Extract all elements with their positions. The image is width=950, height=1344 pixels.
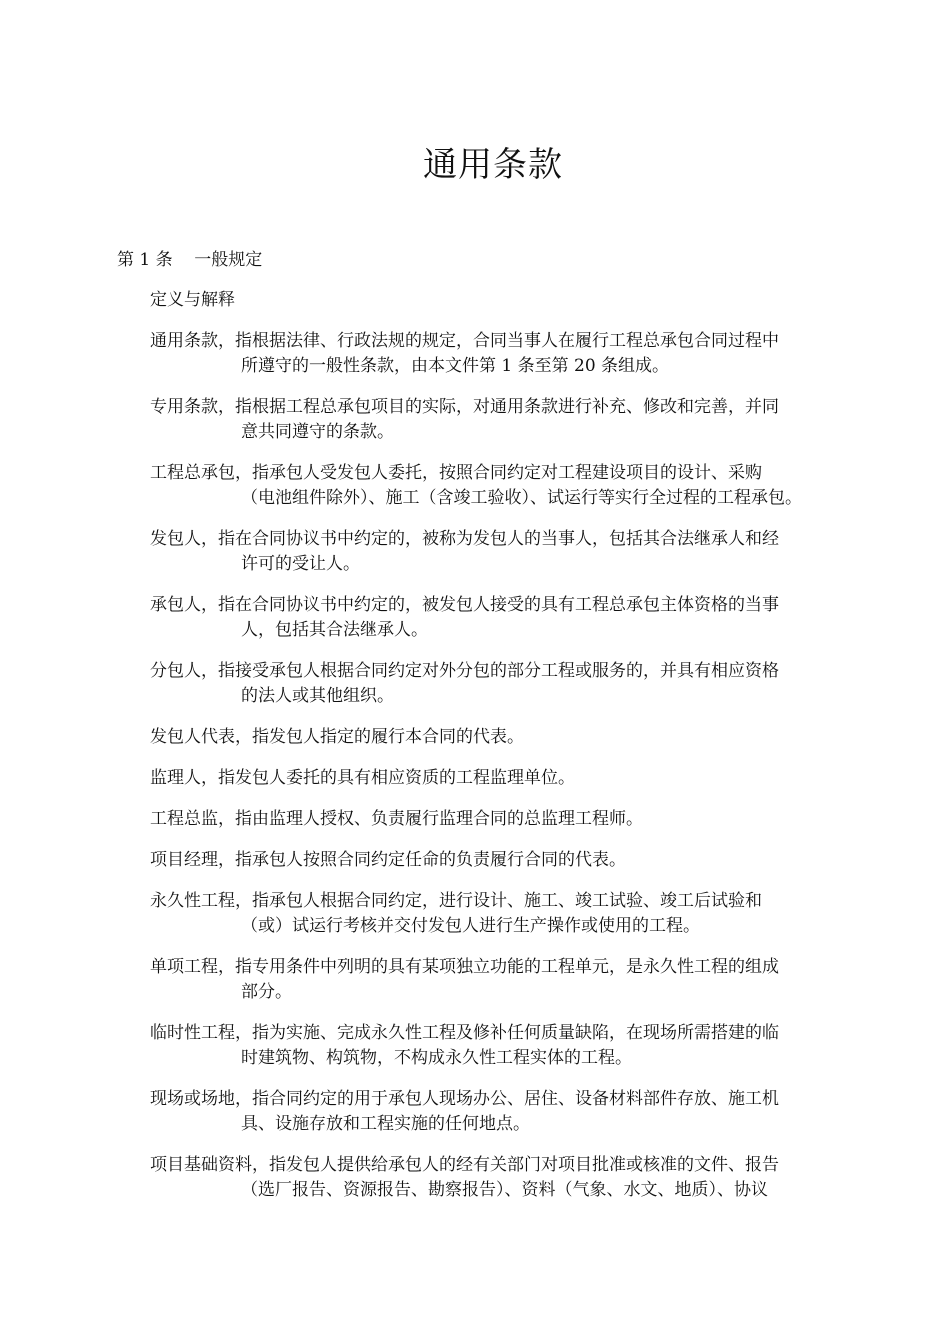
chapter-heading: 第 1 条 一般规定 bbox=[117, 250, 263, 270]
definition-contractor bbox=[150, 593, 875, 659]
definition-line-continued: 的法人或其他组织。 bbox=[241, 686, 394, 706]
definition-line-continued: 部分。 bbox=[241, 982, 292, 1002]
definition-line-continued: 许可的受让人。 bbox=[241, 554, 360, 574]
definition-general-contracting bbox=[150, 461, 875, 527]
definition-line: 承包人，指在合同协议书中约定的，被发包人接受的具有工程总承包主体资格的当事 bbox=[150, 595, 779, 615]
definition-employer bbox=[150, 527, 875, 593]
definition-line-continued: （选厂报告、资源报告、勘察报告）、资料（气象、水文、地质）、协议 bbox=[241, 1180, 768, 1200]
definition-line-continued: 所遵守的一般性条款，由本文件第 1 条至第 20 条组成。 bbox=[241, 356, 670, 376]
definition-temporary-works bbox=[150, 1021, 875, 1087]
definition-line: 监理人，指发包人委托的具有相应资质的工程监理单位。 bbox=[150, 768, 575, 788]
definition-single-works bbox=[150, 955, 875, 1021]
definition-project-basic-data bbox=[150, 1153, 875, 1219]
definition-line: 单项工程，指专用条件中列明的具有某项独立功能的工程单元，是永久性工程的组成 bbox=[150, 957, 779, 977]
definition-line-continued: （电池组件除外）、施工（含竣工验收）、试运行等实行全过程的工程承包。 bbox=[241, 488, 802, 508]
definition-line-continued: （或）试运行考核并交付发包人进行生产操作或使用的工程。 bbox=[241, 916, 700, 936]
section-heading: 定义与解释 bbox=[150, 290, 235, 310]
definition-chief-supervisor bbox=[150, 807, 875, 848]
definition-line: 发包人代表，指发包人指定的履行本合同的代表。 bbox=[150, 727, 524, 747]
definition-line-continued: 意共同遵守的条款。 bbox=[241, 422, 394, 442]
definition-employer-representative bbox=[150, 725, 875, 766]
definition-line: 工程总承包，指承包人受发包人委托，按照合同约定对工程建设项目的设计、采购 bbox=[150, 463, 762, 483]
definition-line: 通用条款，指根据法律、行政法规的规定，合同当事人在履行工程总承包合同过程中 bbox=[150, 331, 779, 351]
definitions-list bbox=[150, 329, 875, 1219]
definition-general-terms bbox=[150, 329, 875, 395]
definition-line: 现场或场地，指合同约定的用于承包人现场办公、居住、设备材料部件存放、施工机 bbox=[150, 1089, 779, 1109]
definition-subcontractor bbox=[150, 659, 875, 725]
definition-line: 专用条款，指根据工程总承包项目的实际，对通用条款进行补充、修改和完善，并同 bbox=[150, 397, 779, 417]
definition-line: 发包人，指在合同协议书中约定的，被称为发包人的当事人，包括其合法继承人和经 bbox=[150, 529, 779, 549]
page-title: 通用条款 bbox=[423, 145, 563, 185]
definition-line: 工程总监，指由监理人授权、负责履行监理合同的总监理工程师。 bbox=[150, 809, 643, 829]
definition-line: 项目经理，指承包人按照合同约定任命的负责履行合同的代表。 bbox=[150, 850, 626, 870]
definition-line-continued: 具、设施存放和工程实施的任何地点。 bbox=[241, 1114, 530, 1134]
definition-line: 分包人，指接受承包人根据合同约定对外分包的部分工程或服务的，并具有相应资格 bbox=[150, 661, 779, 681]
definition-supervisor bbox=[150, 766, 875, 807]
definition-permanent-works bbox=[150, 889, 875, 955]
definition-special-terms bbox=[150, 395, 875, 461]
definition-project-manager bbox=[150, 848, 875, 889]
definition-line-continued: 时建筑物、构筑物，不构成永久性工程实体的工程。 bbox=[241, 1048, 632, 1068]
definition-line: 永久性工程，指承包人根据合同约定，进行设计、施工、竣工试验、竣工后试验和 bbox=[150, 891, 762, 911]
definition-site bbox=[150, 1087, 875, 1153]
definition-line: 临时性工程，指为实施、完成永久性工程及修补任何质量缺陷，在现场所需搭建的临 bbox=[150, 1023, 779, 1043]
definition-line-continued: 人，包括其合法继承人。 bbox=[241, 620, 428, 640]
definition-line: 项目基础资料，指发包人提供给承包人的经有关部门对项目批准或核准的文件、报告 bbox=[150, 1155, 779, 1175]
